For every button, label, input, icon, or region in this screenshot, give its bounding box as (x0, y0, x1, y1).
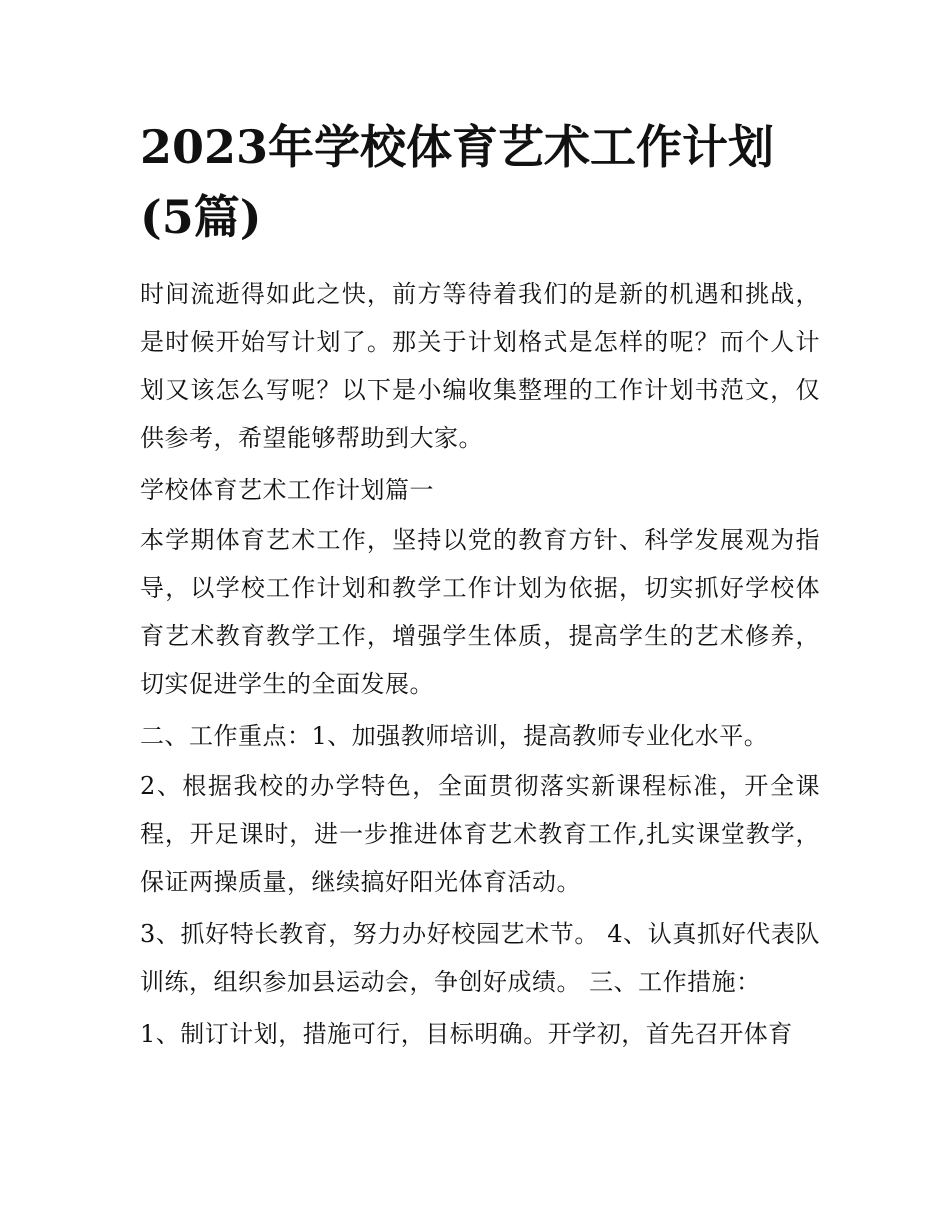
body-paragraph: 本学期体育艺术工作，坚持以党的教育方针、科学发展观为指导，以学校工作计划和教学工作计划为依据，切实抓好学校体育艺术教育教学工作，增强学生体质，提高学生的艺术修养，切实促进学生的全面发展。 (140, 526, 820, 698)
intro-paragraph: 时间流逝得如此之快，前方等待着我们的是新的机遇和挑战，是时候开始写计划了。那关于计划格式是怎样的呢？而个人计划又该怎么写呢？以下是小编收集整理的工作计划书范文，仅供参考，希望能够帮助到大家。 (140, 280, 820, 452)
body-paragraph: 二、工作重点：1、加强教师培训，提高教师专业化水平。 (140, 722, 769, 750)
document-title-line1: 2023年学校体育艺术工作计划 (140, 120, 775, 174)
body-paragraph: 3、抓好特长教育，努力办好校园艺术节。 4、认真抓好代表队训练，组织参加县运动会，争创好成绩。 三、工作措施： (140, 920, 820, 996)
document-page (140, 112, 820, 1062)
body-paragraph: 2、根据我校的办学特色，全面贯彻落实新课程标准，开全课程，开足课时，进一步推进体育艺术教育工作,扎实课堂教学，保证两操质量，继续搞好阳光体育活动。 (140, 772, 820, 896)
body-paragraph: 1、制订计划，措施可行，目标明确。开学初，首先召开体育 (140, 1020, 793, 1048)
document-title (140, 112, 820, 252)
section-heading: 学校体育艺术工作计划篇一 (140, 476, 434, 504)
document-title-line2: (5篇) (140, 190, 262, 244)
